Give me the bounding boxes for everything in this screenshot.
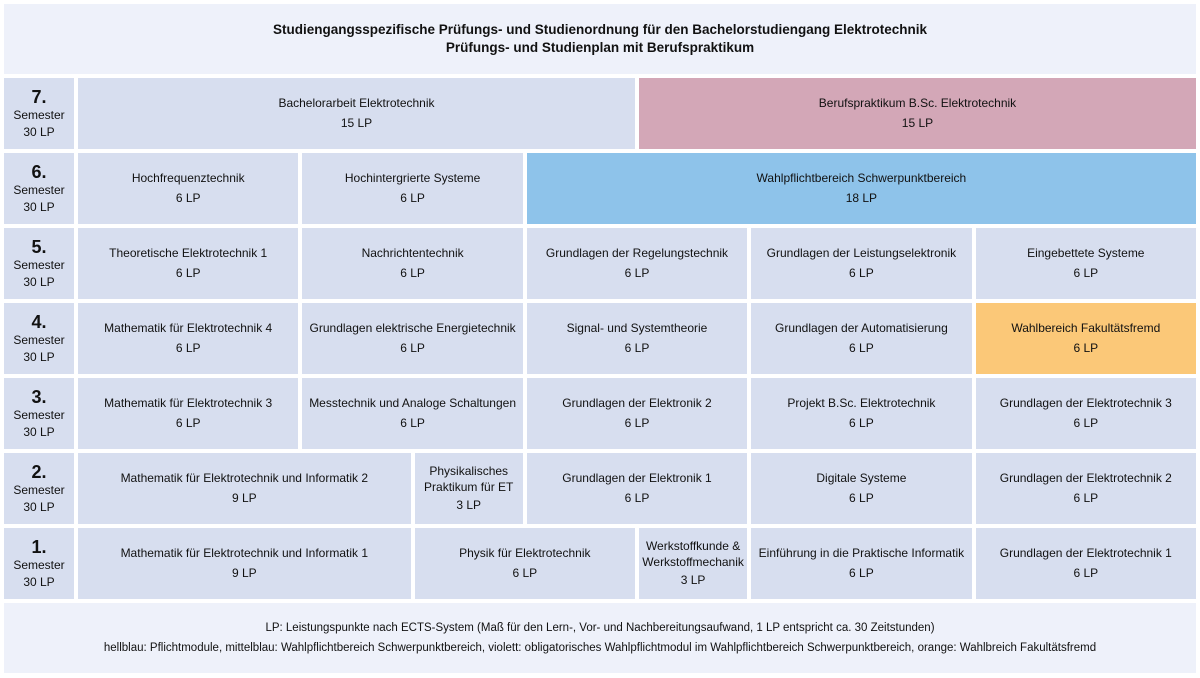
semester-lp: 30 LP — [23, 574, 55, 589]
module-name: Digitale Systeme — [816, 471, 907, 485]
module-mathematik-3 — [78, 378, 298, 449]
module-lp: 6 LP — [1073, 341, 1099, 355]
module-lp: 15 LP — [901, 116, 934, 130]
module-lp: 6 LP — [1073, 416, 1099, 430]
semester-text: Semester — [13, 482, 65, 497]
module-name: Hochintergrierte Systeme — [344, 171, 481, 185]
module-lp: 6 LP — [1073, 566, 1099, 580]
module-name: Grundlagen der Elektronik 2 — [562, 396, 712, 410]
semester-text: Semester — [13, 182, 65, 197]
semester-number: 7. — [31, 86, 47, 107]
module-lp: 18 LP — [845, 191, 878, 205]
module-lp: 6 LP — [624, 266, 650, 280]
semester-lp: 30 LP — [23, 424, 55, 439]
module-name: Wahlbereich Fakultätsfremd — [1011, 321, 1161, 335]
legend-footer — [4, 603, 1196, 673]
semester-number: 3. — [31, 386, 47, 407]
module-mathematik-informatik-1 — [78, 528, 411, 599]
module-name: Eingebettete Systeme — [1027, 246, 1145, 260]
module-signal-systemtheorie — [527, 303, 747, 374]
module-lp: 15 LP — [340, 116, 373, 130]
module-mathematik-4 — [78, 303, 298, 374]
module-lp: 6 LP — [1073, 266, 1099, 280]
module-lp: 6 LP — [849, 566, 874, 580]
module-lp: 6 LP — [624, 341, 650, 355]
module-name: Grundlagen der Regelungstechnik — [545, 246, 729, 260]
module-name: Projekt B.Sc. Elektrotechnik — [787, 396, 936, 410]
legend-line-1: LP: Leistungspunkte nach ECTS-System (Maß für den Lern-, Vor- und Nachbereitungsaufwand, 1 LP entspricht ca. 30 Zeitstunden) — [265, 622, 935, 634]
module-name-line-1: Physikalisches — [429, 463, 509, 478]
module-regelungstechnik — [527, 228, 747, 299]
module-name: Theoretische Elektrotechnik 1 — [109, 246, 268, 260]
module-name: Grundlagen elektrische Energietechnik — [309, 321, 516, 335]
module-hochintegrierte-systeme — [302, 153, 522, 224]
module-elektronik-1 — [527, 453, 747, 524]
module-nachrichtentechnik — [302, 228, 522, 299]
module-name: Mathematik für Elektrotechnik und Informatik 2 — [120, 471, 369, 485]
semester-5-label — [4, 228, 74, 299]
semester-lp: 30 LP — [23, 124, 55, 139]
module-energietechnik — [302, 303, 522, 374]
module-lp: 6 LP — [175, 191, 201, 205]
module-lp: 6 LP — [400, 341, 425, 355]
module-projekt — [751, 378, 971, 449]
semester-text: Semester — [13, 257, 65, 272]
module-berufspraktikum — [639, 78, 1196, 149]
module-automatisierung — [751, 303, 971, 374]
module-name: Grundlagen der Automatisierung — [775, 321, 948, 335]
semester-6-label — [4, 153, 74, 224]
semester-text: Semester — [13, 407, 65, 422]
module-name: Bachelorarbeit Elektrotechnik — [278, 96, 435, 110]
semester-number: 6. — [31, 161, 47, 182]
module-name: Grundlagen der Elektronik 1 — [562, 471, 712, 485]
module-name: Grundlagen der Elektrotechnik 2 — [999, 471, 1172, 485]
module-name: Grundlagen der Elektrotechnik 3 — [999, 396, 1172, 410]
module-mathematik-informatik-2 — [78, 453, 411, 524]
module-lp: 6 LP — [175, 416, 201, 430]
semester-1-label — [4, 528, 74, 599]
module-hochfrequenztechnik — [78, 153, 298, 224]
document-header — [4, 4, 1196, 74]
semester-number: 1. — [31, 536, 47, 557]
module-eingebettete-systeme — [976, 228, 1196, 299]
module-praktische-informatik — [751, 528, 971, 599]
semester-3-label — [4, 378, 74, 449]
module-lp: 6 LP — [400, 191, 425, 205]
module-lp: 6 LP — [849, 491, 874, 505]
module-physikalisches-praktikum — [415, 453, 523, 524]
module-wahlpflichtbereich — [527, 153, 1196, 224]
module-lp: 9 LP — [231, 491, 257, 505]
module-lp: 6 LP — [400, 266, 425, 280]
semester-number: 5. — [31, 236, 47, 257]
module-lp: 6 LP — [400, 416, 425, 430]
module-lp: 6 LP — [849, 416, 874, 430]
module-lp: 6 LP — [175, 266, 201, 280]
semester-text: Semester — [13, 332, 65, 347]
semester-text: Semester — [13, 107, 65, 122]
module-lp: 6 LP — [175, 341, 201, 355]
semester-number: 4. — [31, 311, 47, 332]
module-name: Grundlagen der Leistungselektronik — [766, 246, 957, 260]
module-name: Hochfrequenztechnik — [131, 171, 245, 185]
module-name: Berufspraktikum B.Sc. Elektrotechnik — [818, 96, 1017, 110]
module-lp: 3 LP — [456, 497, 482, 512]
semester-number: 2. — [31, 461, 47, 482]
module-name: Grundlagen der Elektrotechnik 1 — [999, 546, 1172, 560]
module-messtechnik — [302, 378, 522, 449]
semester-7-label — [4, 78, 74, 149]
module-lp: 6 LP — [624, 491, 650, 505]
module-wahlbereich-fakultaetsfremd — [976, 303, 1196, 374]
module-physik — [415, 528, 635, 599]
module-lp: 6 LP — [849, 341, 874, 355]
module-lp: 9 LP — [231, 566, 257, 580]
semester-lp: 30 LP — [23, 274, 55, 289]
module-name: Nachrichtentechnik — [361, 246, 464, 260]
module-theoretische-et-1 — [78, 228, 298, 299]
module-grundlagen-et-1 — [976, 528, 1196, 599]
module-name: Signal- und Systemtheorie — [566, 321, 708, 335]
module-name: Einführung in die Praktische Informatik — [758, 546, 965, 560]
module-grundlagen-et-3 — [976, 378, 1196, 449]
semester-lp: 30 LP — [23, 349, 55, 364]
module-lp: 6 LP — [1073, 491, 1099, 505]
title-line-1: Studiengangsspezifische Prüfungs- und Studienordnung für den Bachelorstudiengang Elektrotechnik — [272, 22, 928, 37]
module-leistungselektronik — [751, 228, 971, 299]
module-name: Mathematik für Elektrotechnik 4 — [104, 321, 273, 335]
module-name: Messtechnik und Analoge Schaltungen — [309, 396, 516, 410]
module-lp: 6 LP — [849, 266, 874, 280]
module-lp: 6 LP — [512, 566, 538, 580]
legend-line-2: hellblau: Pflichtmodule, mittelblau: Wahlpflichtbereich Schwerpunktbereich, violett: obligatorisches Wahlpflichtmodul im Wahlpflichtbereich Schwerpunktbereich, orange: Wahlbreich Fakultätsfremd — [103, 642, 1097, 654]
module-name: Mathematik für Elektrotechnik und Informatik 1 — [120, 546, 369, 560]
module-lp: 6 LP — [624, 416, 650, 430]
title-line-2: Prüfungs- und Studienplan mit Berufspraktikum — [445, 40, 755, 55]
module-grundlagen-et-2 — [976, 453, 1196, 524]
module-werkstoffkunde — [639, 528, 747, 599]
module-name-line-2: Praktikum für ET — [424, 479, 514, 494]
semester-text: Semester — [13, 557, 65, 572]
module-lp: 3 LP — [680, 572, 706, 587]
module-bachelorarbeit — [78, 78, 635, 149]
semester-4-label — [4, 303, 74, 374]
semester-2-label — [4, 453, 74, 524]
module-elektronik-2 — [527, 378, 747, 449]
module-name: Mathematik für Elektrotechnik 3 — [104, 396, 273, 410]
module-name-line-2: Werkstoffmechanik — [642, 554, 744, 569]
study-plan-grid — [4, 78, 1196, 599]
semester-lp: 30 LP — [23, 499, 55, 514]
module-digitale-systeme — [751, 453, 971, 524]
module-name: Wahlpflichtbereich Schwerpunktbereich — [756, 171, 967, 185]
module-name-line-1: Werkstoffkunde & — [645, 538, 741, 553]
semester-lp: 30 LP — [23, 199, 55, 214]
module-name: Physik für Elektrotechnik — [459, 546, 591, 560]
